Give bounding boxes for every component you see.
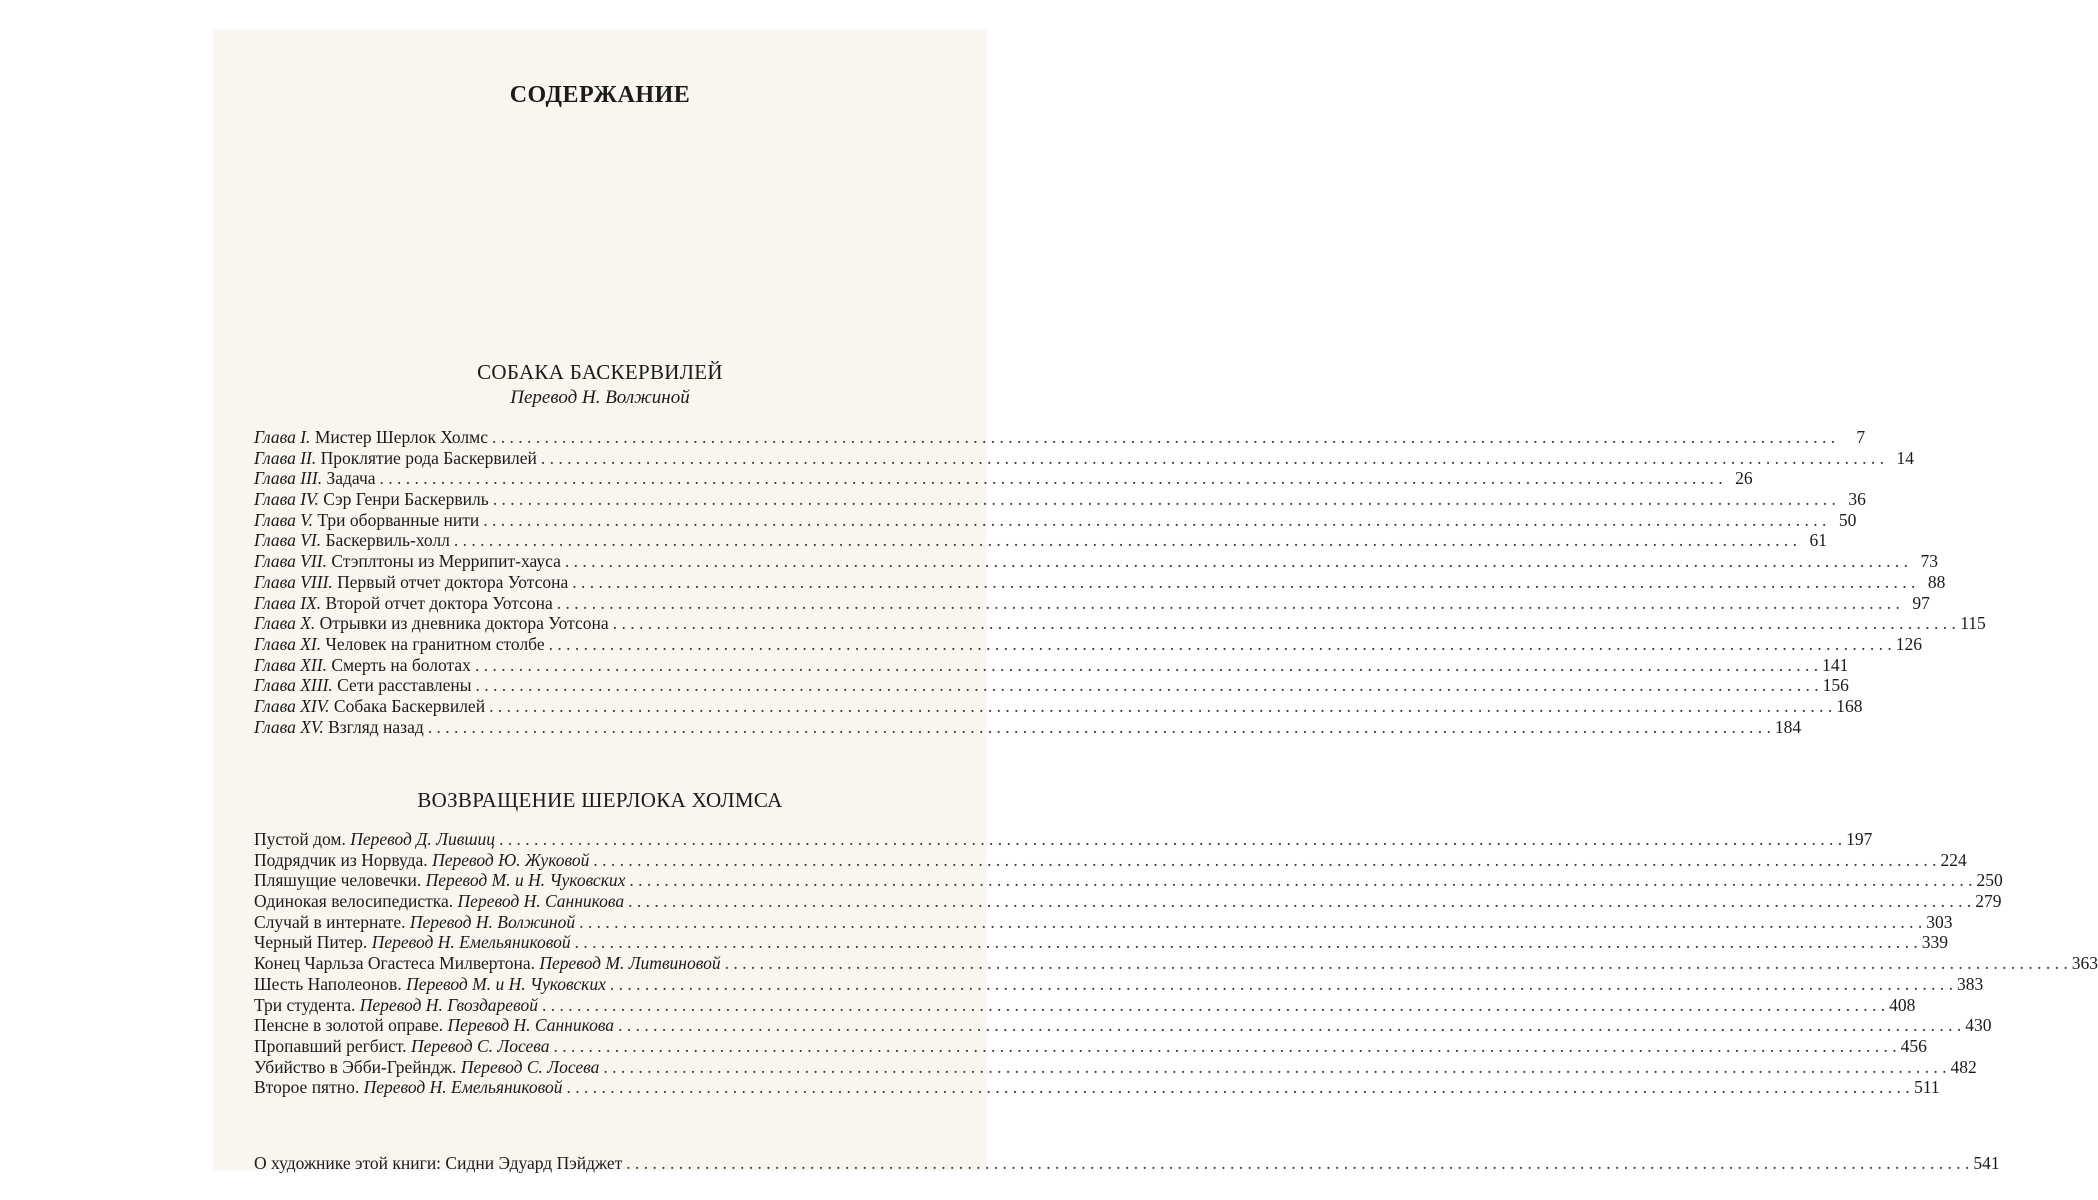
leader-dots [542, 995, 1885, 1016]
toc-entry[interactable] [254, 973, 1984, 995]
toc-entry[interactable] [254, 994, 1916, 1016]
leader-dots [454, 530, 1797, 551]
page-number: 303 [1926, 911, 1953, 932]
leader-dots [557, 593, 1900, 614]
toc-list-about [254, 1153, 2000, 1174]
chapter-title: Сети расставлены [337, 675, 472, 696]
page-number: 126 [1895, 633, 1922, 654]
leader-dots [428, 717, 1771, 738]
story-translator: Перевод Н. Волжиной [409, 911, 576, 932]
leader-dots [565, 551, 1908, 572]
story-title: Пляшущие человечки. [254, 870, 422, 891]
story-title: Убийство в Эбби-Грейндж. [254, 1056, 457, 1077]
chapter-title: Смерть на болотах [331, 654, 471, 675]
toc-entry[interactable] [254, 530, 1828, 551]
about-title: О художнике этой книги: Сидни Эдуард Пэйджет [254, 1153, 623, 1173]
story-translator: Перевод М. Литвиновой [539, 953, 721, 974]
leader-dots [541, 448, 1884, 469]
page-number: 279 [1975, 891, 2002, 912]
chapter-title: Баскервиль-холл [325, 530, 450, 551]
page-number: 197 [1846, 829, 1873, 849]
chapter-title: Второй отчет доктора Уотсона [325, 592, 553, 613]
page-number: 250 [1976, 870, 2003, 891]
chapter-title: Сэр Генри Баскервиль [323, 489, 489, 510]
page-number: 339 [1921, 932, 1948, 953]
page-number: 26 [1735, 468, 1753, 489]
page-number: 168 [1836, 695, 1863, 716]
page-number: 408 [1889, 994, 1916, 1015]
story-title: Шесть Наполеонов. [254, 973, 402, 994]
leader-dots [499, 829, 1842, 850]
leader-dots [489, 696, 1832, 717]
section-translator-hound: Перевод Н. Волжиной [510, 387, 690, 408]
toc-entry[interactable] [254, 891, 2002, 912]
chapter-title: Проклятие рода Баскервилей [320, 447, 537, 468]
page-number: 115 [1960, 613, 1986, 634]
leader-dots [725, 953, 2068, 974]
leader-dots [579, 912, 1922, 933]
page-number: 541 [1973, 1153, 2000, 1173]
page-number: 141 [1822, 654, 1849, 675]
leader-dots [492, 427, 1835, 448]
section-title-hound: СОБАКА БАСКЕРВИЛЕЙ [477, 360, 723, 384]
leader-dots [626, 1153, 1969, 1174]
chapter-label: Глава I. [254, 427, 311, 447]
toc-entry[interactable] [254, 592, 1930, 614]
chapter-title: Стэплтоны из Меррипит-хауса [331, 551, 561, 572]
page-number: 50 [1838, 509, 1857, 530]
leader-dots [593, 850, 1936, 871]
page-number: 61 [1809, 530, 1828, 551]
leader-dots [567, 1077, 1910, 1098]
story-title: Подрядчик из Норвуда. [254, 849, 428, 870]
chapter-title: Взгляд назад [328, 716, 424, 737]
leader-dots [603, 1057, 1946, 1078]
story-translator: Перевод Н. Санникова [447, 1015, 615, 1036]
page-number: 430 [1965, 1015, 1992, 1036]
toc-entry[interactable] [254, 716, 1802, 738]
page-number: 363 [2071, 953, 2098, 974]
toc-entry[interactable] [254, 675, 1849, 696]
story-title: Конец Чарльза Огастеса Милвертона. [254, 953, 535, 974]
toc-entry[interactable] [254, 633, 1922, 655]
page-number: 456 [1900, 1035, 1927, 1056]
toc-entry-about[interactable] [254, 1153, 2000, 1174]
toc-entry[interactable] [254, 829, 1873, 850]
story-translator: Перевод М. и Н. Чуковских [425, 870, 626, 891]
toc-entry[interactable] [254, 468, 1753, 489]
toc-entry[interactable] [254, 613, 1986, 634]
chapter-title: Отрывки из дневника доктора Уотсона [319, 613, 609, 634]
chapter-label: Глава IX. [254, 592, 322, 613]
leader-dots [493, 489, 1836, 510]
story-title: Пропавший регбист. [254, 1035, 407, 1056]
chapter-label: Глава XIV. [254, 695, 330, 716]
book-page [214, 30, 2098, 1173]
page-number: 224 [1940, 849, 1967, 870]
chapter-label: Глава IV. [254, 489, 319, 510]
page-number: 511 [1914, 1077, 1940, 1098]
toc-entry[interactable] [254, 932, 1948, 953]
toc-entry[interactable] [254, 695, 1863, 717]
chapter-label: Глава XI. [254, 633, 322, 654]
story-translator: Перевод Д. Лившиц [350, 829, 496, 849]
chapter-label: Глава III. [254, 468, 323, 489]
section-title-return: ВОЗВРАЩЕНИЕ ШЕРЛОКА ХОЛМСА [417, 788, 783, 812]
story-translator: Перевод Ю. Жуковой [432, 849, 590, 870]
page-number: 14 [1896, 447, 1915, 468]
page-number: 156 [1822, 675, 1849, 696]
page-number: 73 [1920, 551, 1938, 572]
leader-dots [554, 1036, 1897, 1057]
toc-entry[interactable] [254, 489, 1866, 510]
leader-dots [475, 655, 1818, 676]
story-translator: Перевод М. и Н. Чуковских [406, 973, 606, 994]
page-number: 7 [1856, 427, 1866, 447]
leader-dots [610, 974, 1953, 995]
page-number: 36 [1848, 489, 1866, 510]
toc-list-hound [254, 427, 1986, 737]
story-translator: Перевод С. Лосева [460, 1056, 600, 1077]
chapter-title: Мистер Шерлок Холмс [314, 427, 488, 447]
story-translator: Перевод Н. Емельяниковой [363, 1077, 563, 1098]
leader-dots [629, 870, 1972, 891]
chapter-title: Первый отчет доктора Уотсона [337, 571, 569, 592]
toc-list-return [254, 829, 2098, 1098]
toc-entry[interactable] [254, 1056, 1977, 1078]
chapter-label: Глава II. [254, 447, 317, 468]
toc-entry[interactable] [254, 571, 1946, 593]
chapter-title: Задача [326, 468, 376, 489]
story-translator: Перевод Н. Емельяниковой [371, 932, 571, 953]
story-title: Пенсне в золотой оправе. [254, 1015, 444, 1036]
chapter-label: Глава VIII. [254, 571, 333, 592]
leader-dots [575, 932, 1918, 953]
toc-entry[interactable] [254, 1035, 1927, 1057]
chapter-label: Глава XIII. [254, 675, 333, 696]
story-title: Случай в интернате. [254, 911, 406, 932]
chapter-title: Человек на гранитном столбе [325, 633, 545, 654]
chapter-title: Три оборванные нити [317, 509, 480, 530]
story-translator: Перевод Н. Санникова [457, 891, 625, 912]
toc-entry[interactable] [254, 849, 1967, 871]
story-translator: Перевод Н. Гвоздаревой [359, 994, 538, 1015]
chapter-title: Собака Баскервилей [333, 695, 486, 716]
page-number: 97 [1912, 592, 1930, 613]
toc-entry[interactable] [254, 953, 2098, 974]
toc-entry[interactable] [254, 509, 1857, 531]
page-number: 482 [1950, 1056, 1977, 1077]
story-title: Одинокая велосипедистка. [254, 891, 454, 912]
leader-dots [549, 634, 1892, 655]
toc-entry[interactable] [254, 551, 1938, 572]
story-translator: Перевод С. Лосева [410, 1035, 550, 1056]
toc-entry[interactable] [254, 447, 1915, 469]
chapter-label: Глава XV. [254, 716, 324, 737]
chapter-label: Глава VI. [254, 530, 322, 551]
chapter-label: Глава XII. [254, 654, 327, 675]
chapter-label: Глава X. [254, 613, 316, 634]
toc-entry[interactable] [254, 1015, 1992, 1036]
page-number: 88 [1927, 571, 1946, 592]
leader-dots [380, 468, 1723, 489]
story-title: Второе пятно. [254, 1077, 360, 1098]
toc-entry[interactable] [254, 870, 2003, 891]
story-title: Черный Питер. [254, 932, 368, 953]
story-title: Пустой дом. [254, 829, 346, 849]
leader-dots [613, 613, 1956, 634]
toc-entry[interactable] [254, 911, 1953, 933]
story-title: Три студента. [254, 994, 356, 1015]
page-number: 184 [1774, 716, 1802, 737]
page-number: 383 [1957, 973, 1984, 994]
page-title: СОДЕРЖАНИЕ [509, 82, 691, 108]
toc-entry[interactable] [254, 427, 1866, 448]
leader-dots [572, 572, 1915, 593]
toc-entry[interactable] [254, 654, 1849, 676]
leader-dots [618, 1015, 1961, 1036]
leader-dots [476, 675, 1819, 696]
leader-dots [483, 510, 1826, 531]
chapter-label: Глава VII. [254, 551, 327, 572]
chapter-label: Глава V. [254, 509, 314, 530]
toc-entry[interactable] [254, 1077, 1940, 1098]
leader-dots [628, 891, 1971, 912]
